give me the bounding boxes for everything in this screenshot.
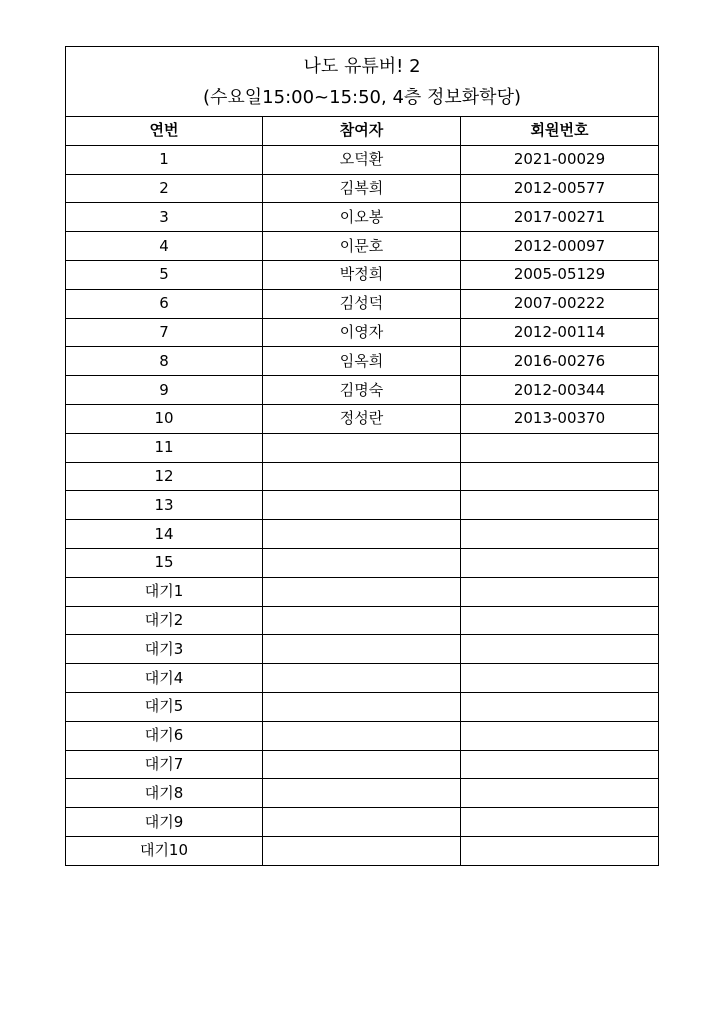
row-number-cell: 15 bbox=[66, 548, 263, 577]
title-cell bbox=[66, 47, 659, 117]
table-row bbox=[66, 520, 659, 549]
row-number-cell: 대기8 bbox=[66, 779, 263, 808]
row-number-cell: 11 bbox=[66, 433, 263, 462]
table-row bbox=[66, 347, 659, 376]
participant-name-cell bbox=[263, 692, 461, 721]
member-id-cell bbox=[461, 548, 659, 577]
row-number-cell: 대기4 bbox=[66, 664, 263, 693]
participant-name-cell bbox=[263, 548, 461, 577]
row-number-cell: 1 bbox=[66, 145, 263, 174]
member-id-cell bbox=[461, 635, 659, 664]
member-id-cell bbox=[461, 779, 659, 808]
member-id-cell bbox=[461, 836, 659, 865]
member-id-cell: 2021-00029 bbox=[461, 145, 659, 174]
table-row bbox=[66, 203, 659, 232]
row-number-cell: 8 bbox=[66, 347, 263, 376]
member-id-cell: 2012-00577 bbox=[461, 174, 659, 203]
member-id-cell bbox=[461, 721, 659, 750]
member-id-cell bbox=[461, 433, 659, 462]
member-id-cell bbox=[461, 750, 659, 779]
participant-name-cell: 임옥희 bbox=[263, 347, 461, 376]
table-row bbox=[66, 260, 659, 289]
participant-name-cell bbox=[263, 606, 461, 635]
participant-name-cell: 이문호 bbox=[263, 232, 461, 261]
member-id-cell bbox=[461, 520, 659, 549]
participant-name-cell: 김명숙 bbox=[263, 376, 461, 405]
table-row bbox=[66, 664, 659, 693]
row-number-cell: 5 bbox=[66, 260, 263, 289]
member-id-cell: 2012-00097 bbox=[461, 232, 659, 261]
participant-name-cell bbox=[263, 836, 461, 865]
class-title: 나도 유튜버! 2 bbox=[303, 55, 421, 77]
table-row bbox=[66, 635, 659, 664]
participant-name-cell bbox=[263, 635, 461, 664]
participant-name-cell: 정성란 bbox=[263, 404, 461, 433]
member-id-cell bbox=[461, 606, 659, 635]
column-header-member-id: 회원번호 bbox=[461, 117, 659, 146]
member-id-cell: 2012-00114 bbox=[461, 318, 659, 347]
participant-name-cell: 박정희 bbox=[263, 260, 461, 289]
participant-name-cell bbox=[263, 808, 461, 837]
participant-name-cell: 이오봉 bbox=[263, 203, 461, 232]
title-row bbox=[66, 47, 659, 117]
row-number-cell: 대기3 bbox=[66, 635, 263, 664]
table-row bbox=[66, 174, 659, 203]
participant-name-cell bbox=[263, 750, 461, 779]
table-row bbox=[66, 318, 659, 347]
row-number-cell: 14 bbox=[66, 520, 263, 549]
participant-name-cell bbox=[263, 433, 461, 462]
member-id-cell bbox=[461, 577, 659, 606]
participant-name-cell bbox=[263, 520, 461, 549]
table-row bbox=[66, 404, 659, 433]
table-row bbox=[66, 750, 659, 779]
member-id-cell bbox=[461, 491, 659, 520]
row-number-cell: 6 bbox=[66, 289, 263, 318]
row-number-cell: 4 bbox=[66, 232, 263, 261]
table-row bbox=[66, 721, 659, 750]
participant-name-cell: 김성덕 bbox=[263, 289, 461, 318]
member-id-cell bbox=[461, 692, 659, 721]
column-header-participant: 참여자 bbox=[263, 117, 461, 146]
row-number-cell: 2 bbox=[66, 174, 263, 203]
member-id-cell: 2007-00222 bbox=[461, 289, 659, 318]
row-number-cell: 대기7 bbox=[66, 750, 263, 779]
row-number-cell: 9 bbox=[66, 376, 263, 405]
row-number-cell: 7 bbox=[66, 318, 263, 347]
member-id-cell bbox=[461, 664, 659, 693]
participant-name-cell bbox=[263, 721, 461, 750]
participant-name-cell: 김복희 bbox=[263, 174, 461, 203]
row-number-cell: 대기1 bbox=[66, 577, 263, 606]
member-id-cell: 2012-00344 bbox=[461, 376, 659, 405]
table-row bbox=[66, 232, 659, 261]
participant-name-cell bbox=[263, 664, 461, 693]
member-id-cell: 2005-05129 bbox=[461, 260, 659, 289]
class-schedule: (수요일15:00~15:50, 4층 정보화학당) bbox=[203, 86, 521, 108]
row-number-cell: 3 bbox=[66, 203, 263, 232]
table-row bbox=[66, 433, 659, 462]
roster-table bbox=[65, 46, 659, 866]
table-row bbox=[66, 577, 659, 606]
participant-name-cell bbox=[263, 462, 461, 491]
participant-name-cell bbox=[263, 577, 461, 606]
participant-name-cell bbox=[263, 779, 461, 808]
table-row bbox=[66, 836, 659, 865]
row-number-cell: 10 bbox=[66, 404, 263, 433]
member-id-cell bbox=[461, 462, 659, 491]
header-row bbox=[66, 117, 659, 146]
table-row bbox=[66, 376, 659, 405]
row-number-cell: 대기2 bbox=[66, 606, 263, 635]
member-id-cell: 2016-00276 bbox=[461, 347, 659, 376]
table-row bbox=[66, 808, 659, 837]
table-row bbox=[66, 289, 659, 318]
participant-name-cell: 이영자 bbox=[263, 318, 461, 347]
table-row bbox=[66, 491, 659, 520]
row-number-cell: 대기10 bbox=[66, 836, 263, 865]
table-row bbox=[66, 548, 659, 577]
column-header-number: 연번 bbox=[66, 117, 263, 146]
table-row bbox=[66, 145, 659, 174]
row-number-cell: 대기5 bbox=[66, 692, 263, 721]
member-id-cell: 2013-00370 bbox=[461, 404, 659, 433]
row-number-cell: 대기6 bbox=[66, 721, 263, 750]
roster-sheet bbox=[65, 46, 658, 866]
member-id-cell bbox=[461, 808, 659, 837]
row-number-cell: 대기9 bbox=[66, 808, 263, 837]
participant-name-cell bbox=[263, 491, 461, 520]
table-row bbox=[66, 606, 659, 635]
roster-body bbox=[66, 145, 659, 865]
participant-name-cell: 오덕환 bbox=[263, 145, 461, 174]
table-row bbox=[66, 692, 659, 721]
table-row bbox=[66, 779, 659, 808]
row-number-cell: 12 bbox=[66, 462, 263, 491]
row-number-cell: 13 bbox=[66, 491, 263, 520]
table-row bbox=[66, 462, 659, 491]
member-id-cell: 2017-00271 bbox=[461, 203, 659, 232]
